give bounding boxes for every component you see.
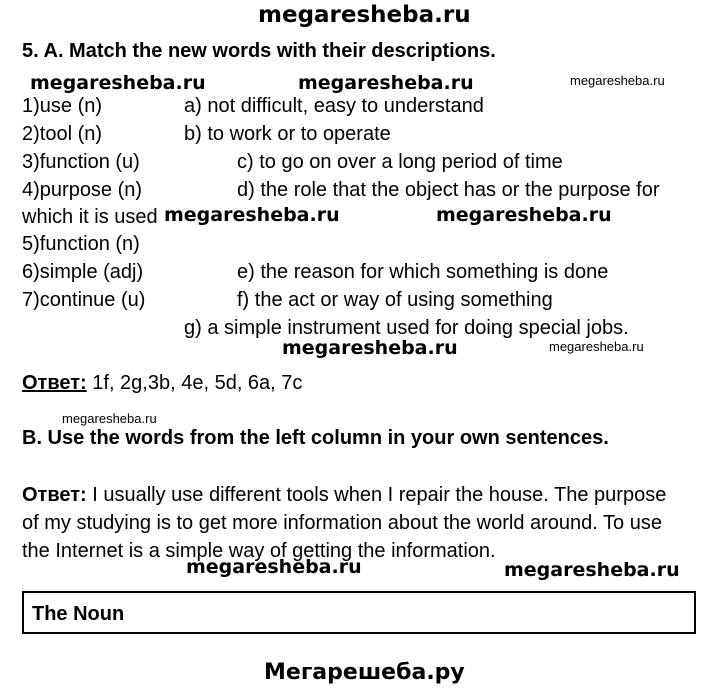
exercise-a-title: 5. A. Match the new words with their descriptions. [22, 40, 496, 62]
watermark: megaresheba.ru [30, 72, 206, 94]
watermark: megaresheba.ru [186, 556, 362, 578]
watermark-small: megaresheba.ru [62, 411, 157, 426]
word-item: 1)use (n) [22, 95, 103, 117]
description-item: f) the act or way of using something [237, 289, 553, 311]
description-item: a) not difficult, easy to understand [184, 95, 484, 117]
answer-b [22, 481, 672, 565]
description-item: d) the role that the object has or the purpose for [237, 179, 660, 201]
answer-b-text: I usually use different tools when I repair the house. The purpose of my studying is to get more information about the world around. To use the Internet is a simple way of getting the information. [22, 484, 667, 562]
watermark: megaresheba.ru [298, 72, 474, 94]
answer-a [22, 372, 302, 395]
section-title: The Noun [32, 603, 125, 625]
word-item: 5)function (n) [22, 233, 140, 255]
description-item: g) a simple instrument used for doing special jobs. [184, 317, 629, 339]
watermark-small: megaresheba.ru [570, 73, 665, 88]
word-item: 4)purpose (n) [22, 179, 143, 201]
section-box [22, 591, 696, 634]
word-item: 6)simple (adj) [22, 261, 144, 283]
description-item: b) to work or to operate [184, 123, 391, 145]
word-item: 3)function (u) [22, 151, 140, 173]
description-item: c) to go on over a long period of time [237, 151, 563, 173]
site-header: megaresheba.ru [258, 2, 471, 28]
watermark-small: megaresheba.ru [549, 339, 644, 354]
description-continuation: which it is used [22, 206, 158, 228]
site-footer: Мегарешеба.ру [264, 660, 465, 685]
answer-label: Ответ: [22, 484, 87, 506]
answer-a-text: 1f, 2g,3b, 4e, 5d, 6a, 7c [86, 372, 303, 394]
watermark: megaresheba.ru [436, 204, 612, 226]
description-item: e) the reason for which something is done [237, 261, 609, 283]
answer-label: Ответ: [22, 372, 87, 394]
word-item: 2)tool (n) [22, 123, 103, 145]
watermark: megaresheba.ru [282, 337, 458, 359]
watermark: megaresheba.ru [504, 559, 680, 581]
exercise-b-title: B. Use the words from the left column in your own sentences. [22, 427, 609, 449]
word-item: 7)continue (u) [22, 289, 146, 311]
watermark: megaresheba.ru [164, 204, 340, 226]
